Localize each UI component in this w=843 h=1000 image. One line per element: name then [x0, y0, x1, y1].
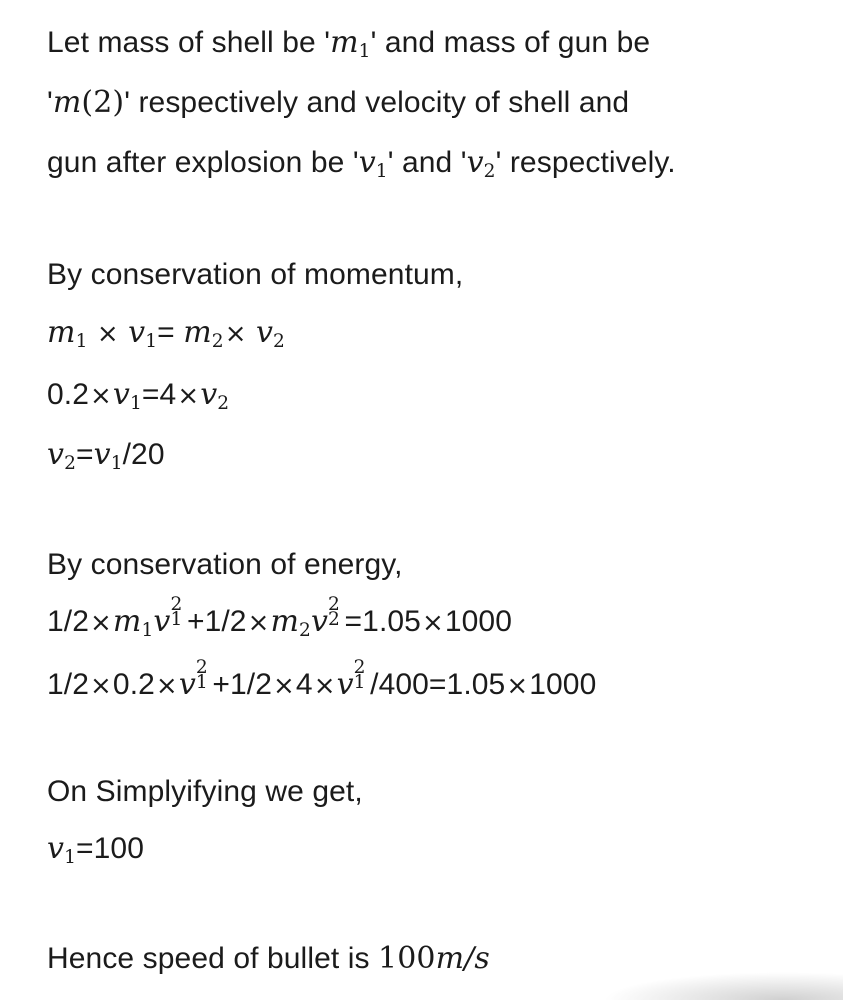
- math-m2: m(2): [52, 85, 125, 120]
- energy-equation-1: $1/2\times m_1v$ 2 1 $+1/2\times m_2v$ 2 2 =1.05×1000: [47, 594, 512, 642]
- intro-line-3: gun after explosion be '$v_1$' and '$v_2$' respectively.: [47, 145, 676, 183]
- result-equation: $v_1=100$: [47, 831, 144, 869]
- math-v1: $v_1$: [358, 145, 388, 183]
- intro-line-2: 'm(2)' respectively and velocity of shell and: [47, 85, 630, 120]
- energy-heading: By conservation of energy,: [47, 548, 403, 581]
- intro-text: ' and mass of gun be: [370, 26, 651, 59]
- momentum-heading: By conservation of momentum,: [47, 258, 464, 291]
- math-m1: $m_1$: [330, 25, 371, 63]
- momentum-equation-2: $0.2\times v_1=4\times v_2$: [47, 377, 230, 415]
- energy-equation-2: 1/2×0.2×v 2 1 +1/2×4×v 2 1 /400=1.05×1000: [47, 657, 597, 702]
- intro-text: Let mass of shell be ': [47, 26, 331, 59]
- bottom-shadow: [603, 972, 843, 1000]
- result-heading: On Simplyifying we get,: [47, 775, 363, 808]
- momentum-equation-3: $v_2=v_1/20$: [47, 437, 165, 475]
- conclusion: Hence speed of bullet is 100m/s: [47, 941, 490, 976]
- momentum-equation-1: $m_1 \times v_1= m_2\times v_2$: [47, 315, 285, 353]
- math-v2: $v_2$: [466, 145, 496, 183]
- intro-line-1: [47, 23, 650, 63]
- intro-text: ' respectively and velocity of shell and: [124, 86, 630, 119]
